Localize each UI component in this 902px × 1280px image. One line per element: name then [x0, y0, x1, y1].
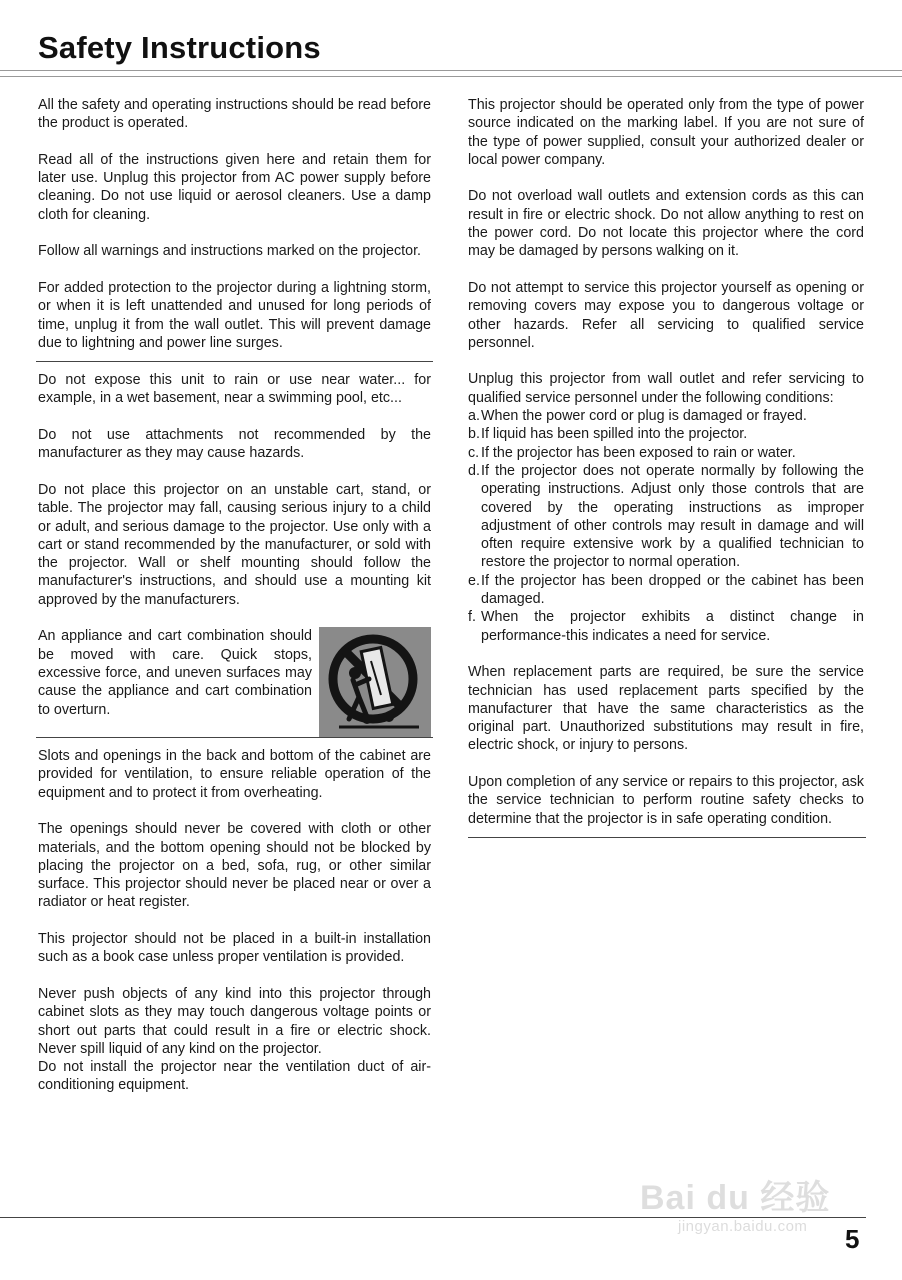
paragraph: The openings should never be covered with cloth or other materials, and the bottom opening should not be blocked by placing the projector on a bed, sofa, rug, or other similar surface. This projector should never be placed near or over a radiator or heat register.	[38, 821, 431, 911]
paragraph: Unplug this projector from wall outlet and refer servicing to qualified service personnel under the following conditions:	[468, 371, 864, 406]
footer-rule	[0, 1217, 866, 1218]
paragraph: Do not expose this unit to rain or use near water... for example, in a wet basement, near a swimming pool, etc...	[38, 372, 431, 407]
list-item: f. When the projector exhibits a distinct change in performance-this indicates a need for service.	[468, 609, 864, 644]
left-column	[38, 96, 431, 1113]
cart-tip-over-warning-icon	[319, 627, 431, 737]
baidu-watermark	[640, 1140, 850, 1240]
section-divider	[468, 837, 866, 838]
right-column	[468, 96, 864, 847]
paragraph: Do not install the projector near the ventilation duct of air-conditioning equipment.	[38, 1059, 431, 1094]
paragraph: Do not use attachments not recommended by the manufacturer as they may cause hazards.	[38, 427, 431, 462]
list-item: a. When the power cord or plug is damaged or frayed.	[468, 408, 807, 425]
cart-warning-block	[38, 627, 431, 737]
title-rule	[0, 70, 902, 77]
paragraph: Slots and openings in the back and bottom of the cabinet are provided for ventilation, to ensure reliable operation of the equipment and to protect it from overheating.	[38, 748, 431, 801]
paragraph: Do not overload wall outlets and extension cords as this can result in fire or electric shock. Do not allow anything to rest on the power cord. Do not locate this projector where the cord may be damaged by persons walking on it.	[468, 188, 864, 260]
list-item: d. If the projector does not operate normally by following the operating instructions. Adjust only those controls that are covered by the operating instructions as improper adjustment of other controls may result in damage and will often require extensive work by a qualified technician to restore the projector to normal operation.	[468, 462, 864, 571]
page-title: Safety Instructions	[38, 30, 321, 65]
page-number: 5	[845, 1224, 860, 1254]
paragraph: This projector should be operated only from the type of power source indicated on the marking label. If you are not sure of the type of power supplied, consult your authorized dealer or local power company.	[468, 97, 864, 168]
paragraph: Do not place this projector on an unstable cart, stand, or table. The projector may fall, causing serious injury to a child or adult, and serious damage to the projector. Use only with a cart or stand recommended by the manufacturer, or sold with the projector. Wall or shelf mounting should follow the manufacturer's instructions, and should use a mounting kit approved by the manufacturers.	[38, 481, 431, 608]
paragraph: Upon completion of any service or repairs to this projector, ask the service technician to perform routine safety checks to determine that the projector is in safe operating condition.	[468, 773, 864, 827]
paragraph: Follow all warnings and instructions marked on the projector.	[38, 243, 422, 260]
section-divider	[36, 737, 433, 738]
paragraph: Never push objects of any kind into this projector through cabinet slots as they may touch dangerous voltage points or short out parts that could result in a fire or electric shock. Never spill liquid of any kind on the projector.	[38, 985, 431, 1057]
service-conditions-list	[468, 407, 864, 645]
paragraph: An appliance and cart combination should be moved with care. Quick stops, excessive force, and uneven surfaces may cause the appliance and cart combination to overturn.	[38, 628, 312, 718]
paragraph: Do not attempt to service this projector yourself as opening or removing covers may expose you to dangerous voltage or other hazards. Refer all servicing to qualified service personnel.	[468, 279, 864, 351]
paragraph: All the safety and operating instructions should be read before the product is operated.	[38, 97, 431, 132]
list-item: b. If liquid has been spilled into the projector.	[468, 426, 748, 443]
watermark-url: jingyan.baidu.com	[678, 1218, 808, 1235]
paragraph: This projector should not be placed in a built-in installation such as a book case unless proper ventilation is provided.	[38, 931, 431, 966]
paragraph: When replacement parts are required, be sure the service technician has used replacement parts specified by the manufacturer that have the same characteristics as the original part. Unauthorized substitutions may result in fire, electric shock, or injury to persons.	[468, 664, 864, 754]
paragraph: For added protection to the projector during a lightning storm, or when it is left unattended and unused for long periods of time, unplug it from the wall outlet. This will prevent damage due to lightning and power line surges.	[38, 279, 431, 351]
list-item: e. If the projector has been dropped or the cabinet has been damaged.	[468, 572, 864, 608]
watermark-logo: Bai du 经验	[640, 1179, 831, 1217]
list-item: c. If the projector has been exposed to rain or water.	[468, 444, 796, 461]
section-divider	[36, 361, 433, 362]
paragraph: Read all of the instructions given here and retain them for later use. Unplug this projector from AC power supply before cleaning. Do not use liquid or aerosol cleaners. Use a damp cloth for cleaning.	[38, 151, 431, 223]
